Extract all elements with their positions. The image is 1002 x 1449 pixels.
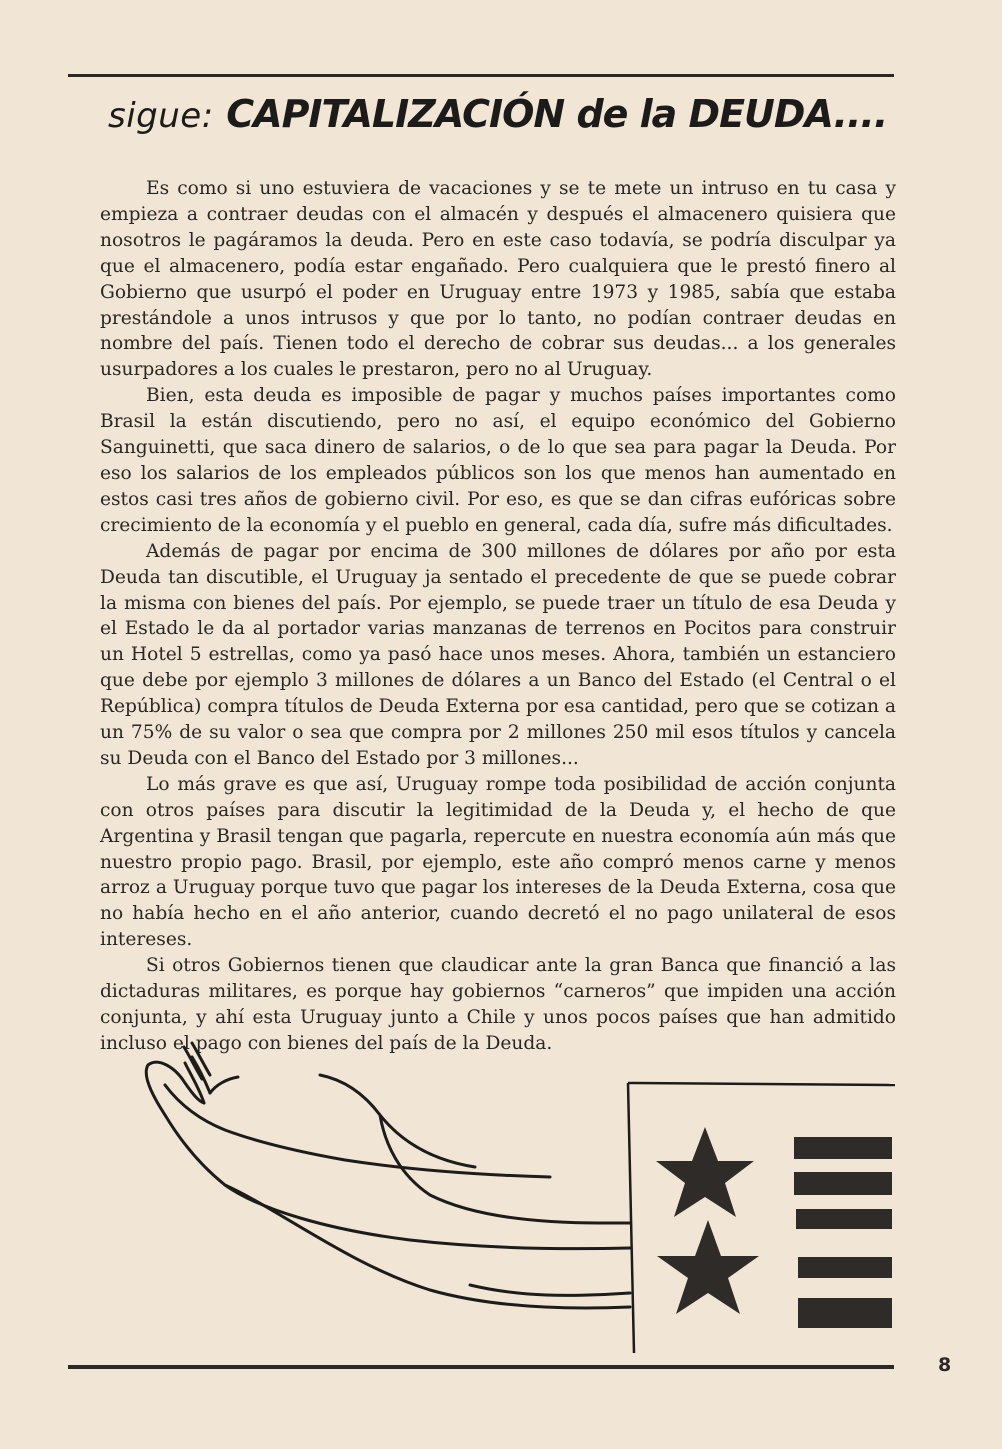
star-icon <box>656 1127 754 1217</box>
stripe <box>794 1172 892 1195</box>
stripe <box>796 1209 892 1229</box>
stripe <box>798 1257 892 1278</box>
page-number: 8 <box>938 1354 952 1376</box>
top-rule <box>68 74 894 77</box>
star-icon <box>657 1220 759 1314</box>
paragraph: Si otros Gobiernos tienen que claudicar ante la gran Banca que financió a las dictaduras militares, es porque hay gobiernos “carneros” que impiden una acción conjunta, y ahí esta Uruguay junto a Chile y unos pocos países que han admitido incluso el pago con bienes del país de la Deuda. <box>100 955 896 1054</box>
open-hand-icon <box>146 1043 630 1308</box>
paragraph: Además de pagar por encima de 300 millones de dólares por año por esta Deuda tan discutible, el Uruguay ja sentado el precedente de que se puede cobrar la misma con bienes del país. Por ejemplo, se puede traer un título de esa Deuda y el Estado le da al portador varias manzanas de terrenos en Pocitos para construir un Hotel 5 estrellas, como ya pasó hace unos meses. Ahora, también un estanciero que debe por ejemplo 3 millones de dólares a un Banco del Estado (el Central o el República) compra títulos de Deuda Externa por esa cantidad, pero que se cotizan a un 75% de su valor o sea que compra por 2 millones 250 mil esos títulos y cancela su Deuda con el Banco del Estado por 3 millones... <box>100 540 896 769</box>
title-main: CAPITALIZACIÓN de la DEUDA.... <box>226 92 888 136</box>
stripe <box>798 1298 892 1328</box>
hand-and-flag-illustration <box>130 1035 910 1365</box>
paragraph: Lo más grave es que así, Uruguay rompe toda posibilidad de acción conjunta con otros países para discutir la legitimidad de la Deuda y, el hecho de que Argentina y Brasil tengan que pagarla, repercute en nuestra economía aún más que nuestro propio pago. Brasil, por ejemplo, este año compró menos carne y menos arroz a Uruguay porque tuvo que pagar los intereses de la Deuda Externa, cosa que no había hecho en el año anterior, cuando decretó el no pago unilateral de esos intereses. <box>100 773 896 951</box>
article-body <box>100 176 896 1057</box>
title-lead: sigue: <box>108 96 214 136</box>
paragraph: Es como si uno estuviera de vacaciones y se te mete un intruso en tu casa y empieza a contraer deudas con el almacén y después el almacenero quisiera que nosotros le pagáramos la deuda. Pero en este caso todavía, se podría disculpar ya que el almacenero, podía estar engañado. Pero cualquiera que le prestó finero al Gobierno que usurpó el poder en Uruguay entre 1973 y 1985, sabía que estaba prestándole a unos intrusos y que por lo tanto, no podían contraer deudas en nombre del país. Tienen todo el derecho de cobrar sus deudas... a los generales usurpadores a los cuales le prestaron, pero no al Uruguay. <box>100 178 896 381</box>
bottom-rule <box>68 1365 894 1369</box>
flag-icon <box>628 1083 895 1353</box>
page-title <box>108 92 908 136</box>
paragraph: Bien, esta deuda es imposible de pagar y muchos países importantes como Brasil la están discutiendo, pero no así, el equipo económico del Gobierno Sanguinetti, que saca dinero de salarios, o de lo que sea para pagar la Deuda. Por eso los salarios de los empleados públicos son los que menos han aumentado en estos casi tres años de gobierno civil. Por eso, es que se dan cifras eufóricas sobre crecimiento de la economía y el pueblo en general, cada día, sufre más dificultades. <box>100 385 896 536</box>
stripe <box>794 1137 892 1159</box>
